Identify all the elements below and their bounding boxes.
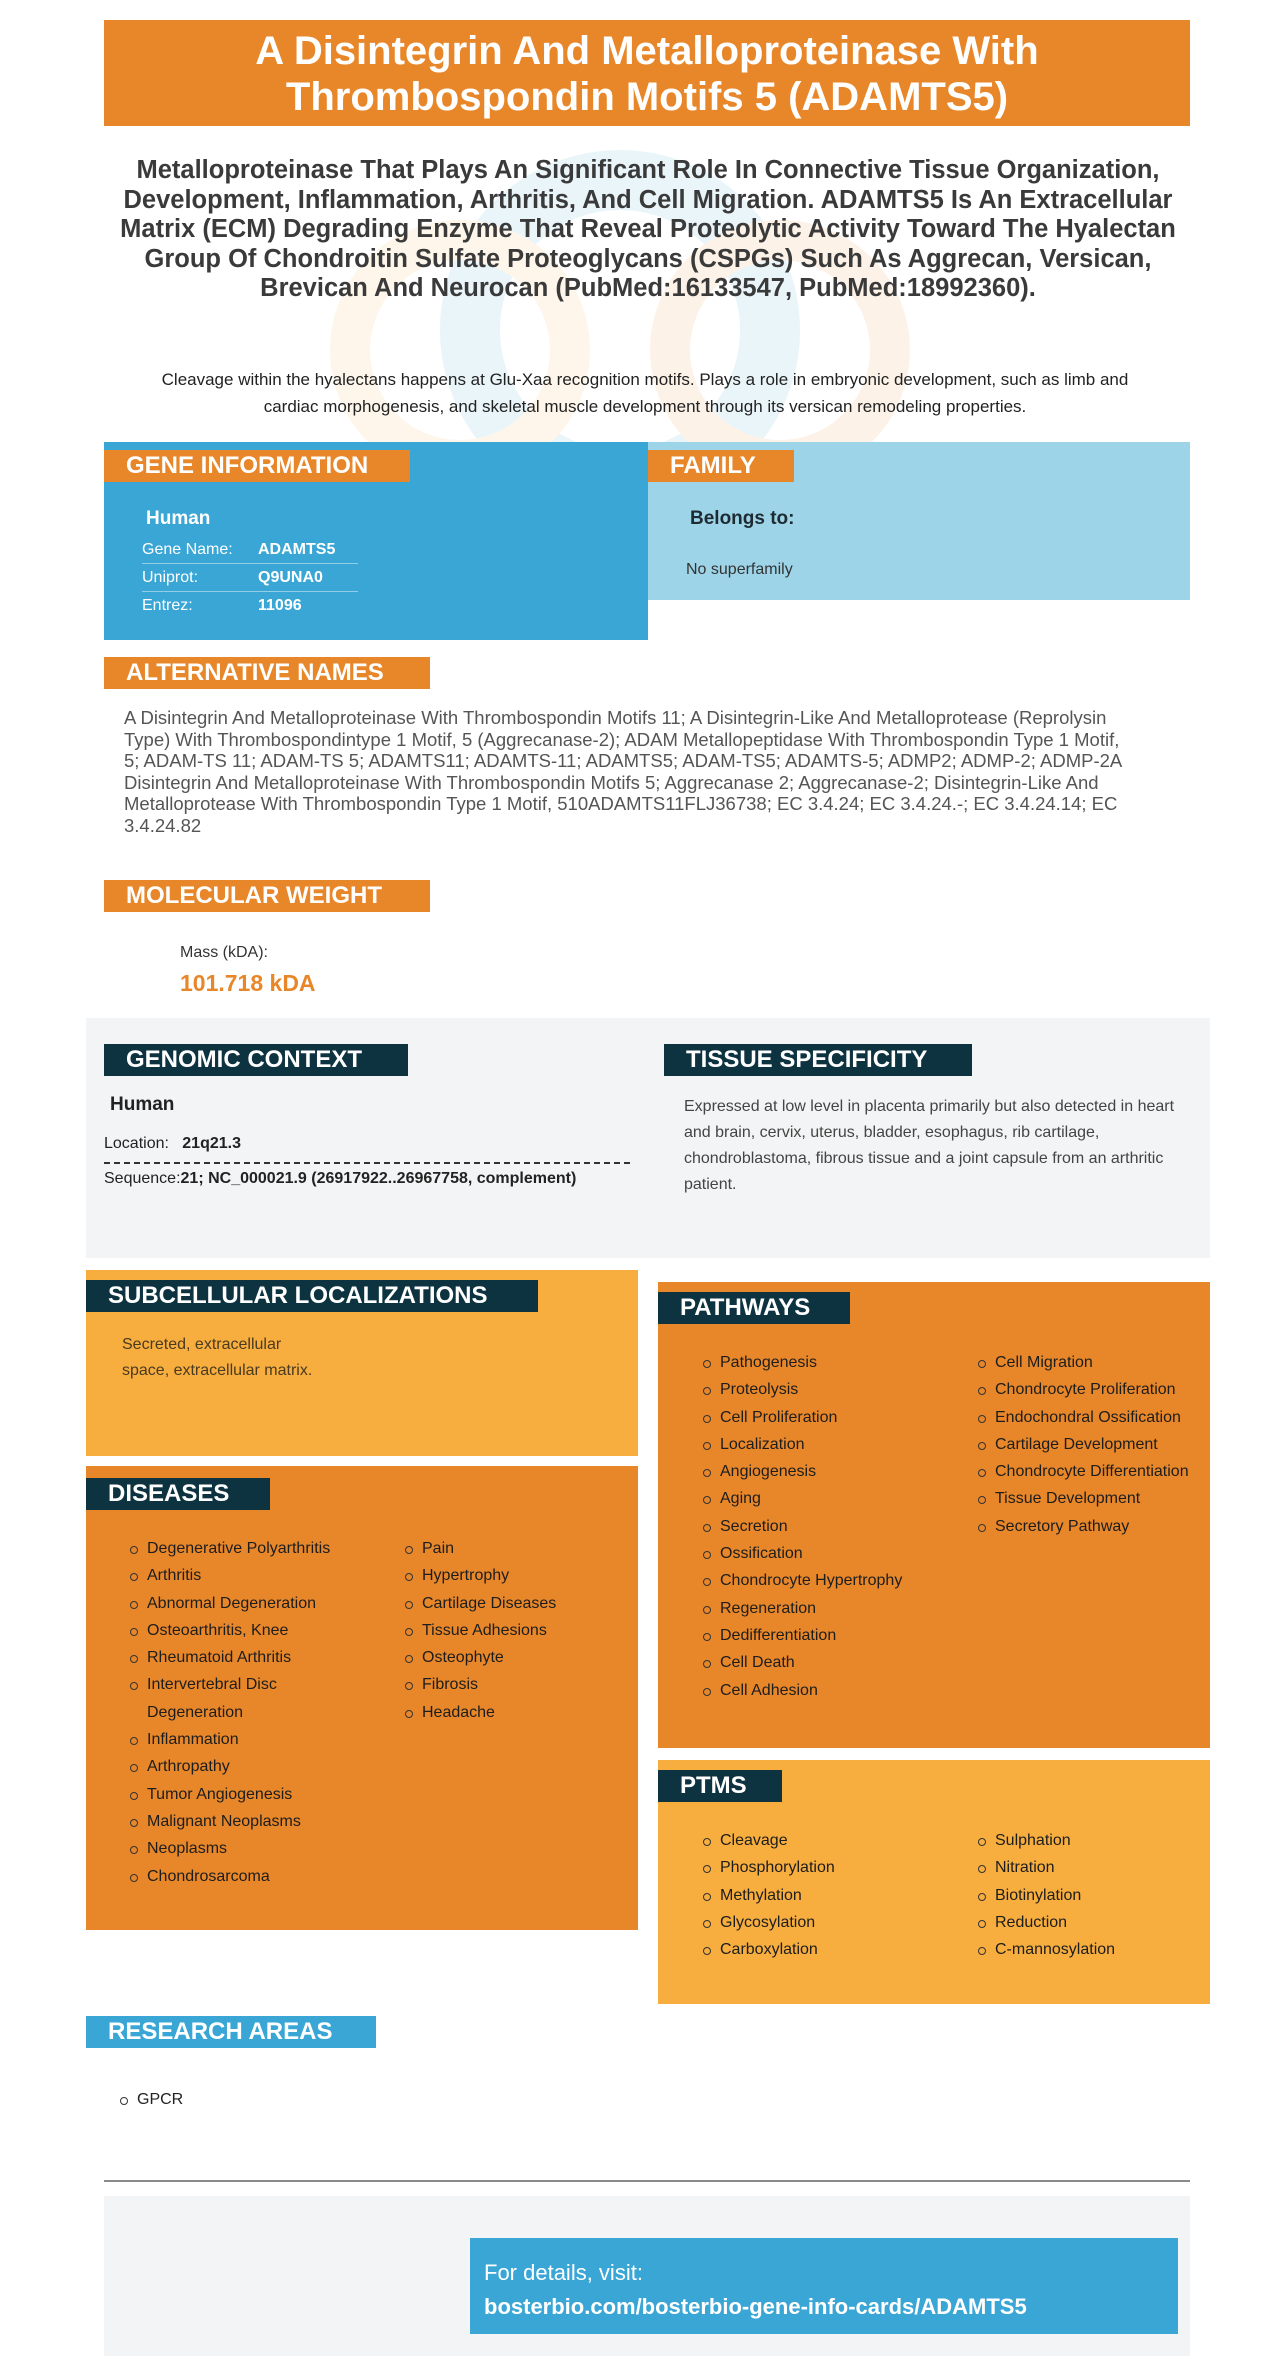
- list-item: Glycosylation: [703, 1909, 943, 1936]
- list-item: Cell Proliferation: [703, 1404, 943, 1431]
- list-item: Headache: [405, 1699, 625, 1726]
- list-item: Angiogenesis: [703, 1458, 943, 1485]
- list-item: Abnormal Degeneration: [130, 1590, 370, 1617]
- tissue-specificity-text: Expressed at low level in placenta primarily but also detected in heart and brain, cervix, uterus, bladder, esophagus, rib cartilage, chondroblastoma, fibrous tissue and a joint capsule from an arthritic patient.: [684, 1098, 1175, 1193]
- list-item: Methylation: [703, 1882, 943, 1909]
- pathways-heading: PATHWAYS: [658, 1292, 850, 1324]
- list-item: Tissue Development: [978, 1485, 1198, 1512]
- list-item: Cell Adhesion: [703, 1677, 943, 1704]
- list-item: Inflammation: [130, 1726, 370, 1753]
- list-item: Hypertrophy: [405, 1562, 625, 1589]
- list-item: Osteophyte: [405, 1644, 625, 1671]
- list-item: Cleavage: [703, 1827, 943, 1854]
- alternative-names-text: A Disintegrin And Metalloproteinase With Thrombospondin Motifs 11; A Disintegrin-Like And Metalloprotease (Reprolysin Type) With Thrombospondintype 1 Motif, 5 (Aggrecanase-2); ADAM Metallopeptidase With Thrombospondin Type 1 Motif, 5; ADAM-TS 11; ADAM-TS 5; ADAMTS11; ADAMTS-11; ADAMTS5; ADAM-TS5; ADAMTS-5; ADMP2; ADMP-2; ADMP-2A Disintegrin And Metalloproteinase With Thrombospondin Motifs 5; Aggrecanase 2; Aggrecanase-2; Disintegrin-Like And Metalloprotease With Thrombospondin Type 1 Motif, 510ADAMTS11FLJ36738; EC 3.4.24; EC 3.4.24.-; EC 3.4.24.14; EC 3.4.24.82: [124, 707, 1122, 836]
- mass-value: 101.718 kDA: [180, 970, 316, 996]
- diseases-list-col1: [130, 1535, 370, 1890]
- diseases-list-col2: [405, 1535, 625, 1726]
- subcellular-text: Secreted, extracellular space, extracellular matrix.: [122, 1336, 313, 1379]
- list-item: Dedifferentiation: [703, 1622, 943, 1649]
- list-item: Secretion: [703, 1513, 943, 1540]
- family-heading: FAMILY: [648, 450, 794, 482]
- list-item: Chondrocyte Proliferation: [978, 1376, 1198, 1403]
- list-item: Endochondral Ossification: [978, 1404, 1198, 1431]
- gene-info-value: ADAMTS5: [258, 540, 336, 558]
- gene-info-table: [142, 536, 358, 620]
- gene-info-row: [142, 536, 358, 564]
- subcellular-heading: SUBCELLULAR LOCALIZATIONS: [86, 1280, 538, 1312]
- list-item: Chondrosarcoma: [130, 1863, 370, 1890]
- list-item: Chondrocyte Differentiation: [978, 1458, 1198, 1485]
- list-item: Cartilage Development: [978, 1431, 1198, 1458]
- research-areas-list: [120, 2086, 183, 2113]
- list-item: Nitration: [978, 1854, 1198, 1881]
- dashed-divider: [104, 1162, 630, 1164]
- list-item: Reduction: [978, 1909, 1198, 1936]
- list-item: Arthropathy: [130, 1753, 370, 1780]
- list-item: Tissue Adhesions: [405, 1617, 625, 1644]
- family-belongs-label: Belongs to:: [690, 508, 795, 529]
- gene-info-label: Uniprot:: [142, 568, 199, 586]
- list-item: Arthritis: [130, 1562, 370, 1589]
- list-item: Phosphorylation: [703, 1854, 943, 1881]
- list-item: Malignant Neoplasms: [130, 1808, 370, 1835]
- gene-info-label: Gene Name:: [142, 540, 233, 558]
- details-link[interactable]: bosterbio.com/bosterbio-gene-info-cards/ADAMTS5: [484, 2294, 1027, 2319]
- genomic-species: Human: [110, 1094, 175, 1115]
- research-areas-heading: RESEARCH AREAS: [86, 2016, 376, 2048]
- list-item: Chondrocyte Hypertrophy: [703, 1567, 943, 1594]
- list-item: Biotinylation: [978, 1882, 1198, 1909]
- list-item: Fibrosis: [405, 1671, 625, 1698]
- family-value: No superfamily: [686, 561, 793, 578]
- list-item: Aging: [703, 1485, 943, 1512]
- sequence-label: Sequence:: [104, 1170, 181, 1187]
- list-item: Intervertebral Disc Degeneration: [130, 1671, 370, 1726]
- gene-info-label: Entrez:: [142, 597, 193, 614]
- list-item: Cartilage Diseases: [405, 1590, 625, 1617]
- ptms-heading: PTMS: [658, 1770, 782, 1802]
- gene-info-row: [142, 564, 358, 592]
- ptms-list-col2: [978, 1827, 1198, 1963]
- summary-heading: Metalloproteinase That Plays An Significant Role In Connective Tissue Organization, Development, Inflammation, Arthritis, And Cell Migration. ADAMTS5 Is An Extracellular Matrix (ECM) Degrading Enzyme That Reveal Proteolytic Activity Toward The Hyalectan Group Of Chondroitin Sulfate Proteoglycans (CSPGs) Such As Aggrecan, Versican, Brevican And Neurocan (PubMed:16133547, PubMed:18992360).: [120, 156, 1176, 302]
- molecular-weight-heading: MOLECULAR WEIGHT: [104, 880, 430, 912]
- list-item: Pain: [405, 1535, 625, 1562]
- details-link-box[interactable]: [470, 2238, 1178, 2334]
- gene-species: Human: [146, 508, 211, 529]
- genomic-sequence: [104, 1170, 576, 1188]
- alternative-names-heading: ALTERNATIVE NAMES: [104, 657, 430, 689]
- sequence-value: 21; NC_000021.9 (26917922..26967758, complement): [180, 1170, 577, 1187]
- list-item: Osteoarthritis, Knee: [130, 1617, 370, 1644]
- gene-info-value: 11096: [258, 597, 302, 614]
- gene-info-row: [142, 592, 358, 620]
- list-item: Neoplasms: [130, 1835, 370, 1862]
- list-item: GPCR: [120, 2086, 183, 2113]
- genomic-context-heading: GENOMIC CONTEXT: [104, 1044, 408, 1076]
- list-item: Sulphation: [978, 1827, 1198, 1854]
- list-item: Tumor Angiogenesis: [130, 1781, 370, 1808]
- tissue-specificity-heading: TISSUE SPECIFICITY: [664, 1044, 972, 1076]
- list-item: C-mannosylation: [978, 1936, 1198, 1963]
- list-item: Degenerative Polyarthritis: [130, 1535, 370, 1562]
- list-item: Pathogenesis: [703, 1349, 943, 1376]
- footer-divider: [104, 2180, 1190, 2182]
- diseases-heading: DISEASES: [86, 1478, 270, 1510]
- details-label: For details, visit:: [484, 2260, 643, 2285]
- list-item: Regeneration: [703, 1595, 943, 1622]
- gene-info-value: Q9UNA0: [258, 568, 323, 586]
- gene-information-heading: GENE INFORMATION: [104, 450, 410, 482]
- list-item: Proteolysis: [703, 1376, 943, 1403]
- list-item: Localization: [703, 1431, 943, 1458]
- description: Cleavage within the hyalectans happens at Glu-Xaa recognition motifs. Plays a role in embryonic development, such as limb and cardiac morphogenesis, and skeletal muscle development through its versican remodeling properties.: [161, 370, 1129, 416]
- location-value: 21q21.3: [182, 1135, 241, 1152]
- location-label: Location:: [104, 1135, 169, 1152]
- list-item: Ossification: [703, 1540, 943, 1567]
- page-title: A Disintegrin And Metalloproteinase With Thrombospondin Motifs 5 (ADAMTS5): [104, 20, 1190, 126]
- list-item: Secretory Pathway: [978, 1513, 1198, 1540]
- list-item: Cell Death: [703, 1649, 943, 1676]
- mass-label: Mass (kDA):: [180, 944, 268, 961]
- list-item: Cell Migration: [978, 1349, 1198, 1376]
- pathways-list-col2: [978, 1349, 1198, 1540]
- list-item: Carboxylation: [703, 1936, 943, 1963]
- genomic-location: [104, 1135, 241, 1153]
- ptms-list-col1: [703, 1827, 943, 1963]
- list-item: Rheumatoid Arthritis: [130, 1644, 370, 1671]
- pathways-list-col1: [703, 1349, 943, 1704]
